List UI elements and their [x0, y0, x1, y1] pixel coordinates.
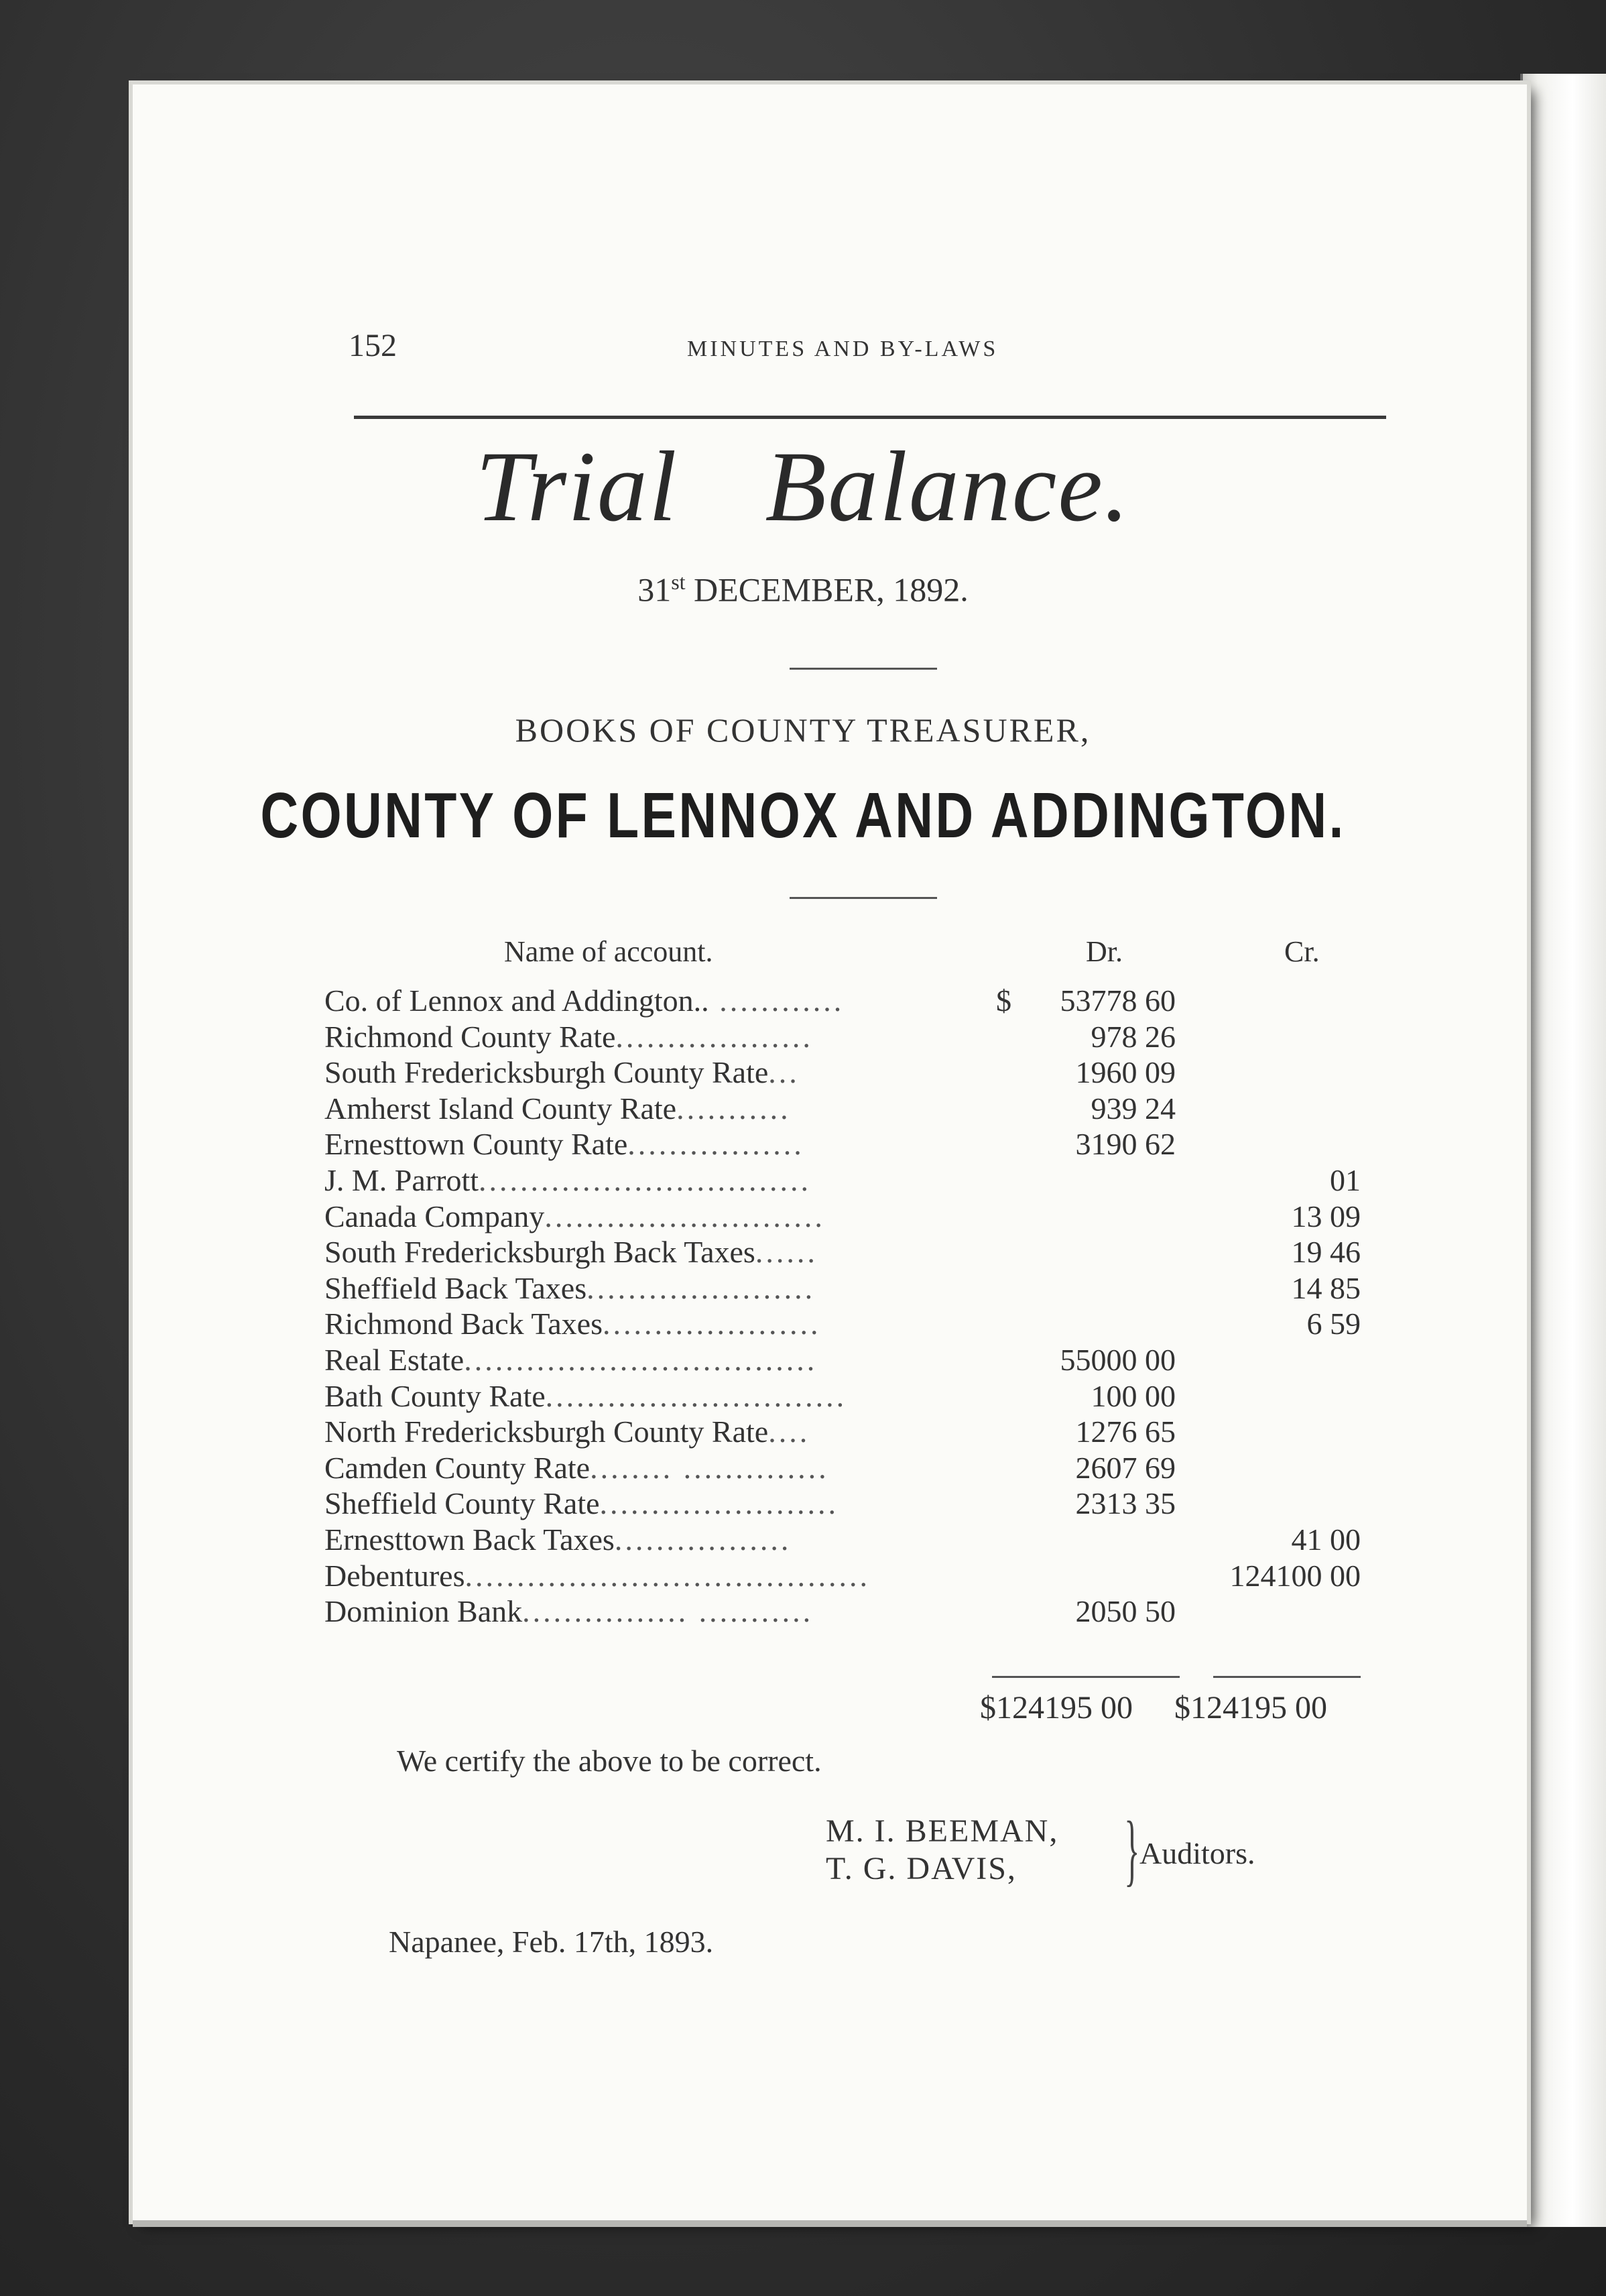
- account-row: [324, 1450, 1383, 1486]
- leader-dots: .............................: [545, 1378, 847, 1413]
- account-row: [324, 1486, 1383, 1522]
- leader-dots: ................................: [479, 1162, 811, 1197]
- account-row: [324, 1558, 1383, 1594]
- account-name-text: Richmond County Rate: [324, 1019, 616, 1054]
- debit-amount: 1960 09: [1075, 1055, 1176, 1090]
- credit-amount: 01: [1330, 1162, 1361, 1197]
- header-rule: [354, 416, 1386, 419]
- brace-glyph: }: [1124, 1805, 1140, 1894]
- account-name-text: Camden County Rate: [324, 1450, 591, 1485]
- running-head: MINUTES AND BY-LAWS: [687, 337, 999, 361]
- total-dr: $124195 00: [980, 1690, 1133, 1726]
- auditor-name-2: T. G. DAVIS,: [826, 1851, 1017, 1886]
- debit-amount: 978 26: [1091, 1019, 1176, 1054]
- leader-dots: ......................: [586, 1270, 816, 1305]
- leader-dots: ..................................: [464, 1342, 818, 1377]
- leader-dots: .....................: [602, 1307, 821, 1341]
- account-name: [324, 1486, 995, 1522]
- account-name: [324, 1558, 995, 1594]
- account-row: [324, 1234, 1383, 1270]
- divider-rule-2: [790, 897, 937, 899]
- account-row: [324, 1019, 1383, 1055]
- debit-amount: 2313 35: [1075, 1486, 1176, 1521]
- account-row: [324, 1522, 1383, 1558]
- account-name: [324, 1270, 995, 1307]
- debit-amount: 53778 60: [1060, 983, 1176, 1018]
- account-name: [324, 1342, 995, 1378]
- accounts-table: [324, 983, 1383, 1630]
- account-name-text: Debentures: [324, 1558, 465, 1593]
- debit-amount: 3190 62: [1075, 1127, 1176, 1162]
- account-name: [324, 1234, 995, 1270]
- credit-amount: 14 85: [1291, 1270, 1361, 1305]
- account-name-text: Amherst Island County Rate: [324, 1091, 677, 1126]
- credit-amount: 6 59: [1306, 1307, 1361, 1341]
- account-name-text: Sheffield Back Taxes: [324, 1270, 587, 1305]
- debit-amount: 1276 65: [1075, 1414, 1176, 1449]
- debit-amount: 2607 69: [1075, 1450, 1176, 1485]
- credit-amount: 13 09: [1291, 1199, 1361, 1233]
- account-name: [324, 1522, 995, 1558]
- account-name-text: Richmond Back Taxes: [324, 1307, 603, 1341]
- total-rule-dr: [992, 1676, 1180, 1678]
- title-word-balance: Balance.: [765, 431, 1131, 542]
- account-row: [324, 1126, 1383, 1162]
- total-cr: $124195 00: [1174, 1690, 1327, 1726]
- books-line: BOOKS OF COUNTY TREASURER,: [515, 711, 1091, 749]
- account-name-text: South Fredericksburgh County Rate: [324, 1055, 769, 1090]
- column-header-name: Name of account.: [504, 935, 713, 968]
- account-name: [324, 1126, 995, 1162]
- account-name-text: South Fredericksburgh Back Taxes: [324, 1235, 755, 1270]
- account-row: [324, 1162, 1383, 1199]
- account-name-text: J. M. Parrott: [324, 1162, 479, 1197]
- place-and-date: Napanee, Feb. 17th, 1893.: [389, 1925, 714, 1959]
- account-name-text: Ernesttown Back Taxes: [324, 1522, 615, 1557]
- account-name: [324, 1593, 995, 1630]
- account-name-text: Sheffield County Rate: [324, 1486, 600, 1521]
- leader-dots: ...........................: [544, 1199, 825, 1233]
- account-row: [324, 1342, 1383, 1378]
- credit-amount: 41 00: [1291, 1522, 1361, 1557]
- account-name-text: Co. of Lennox and Addington..: [324, 983, 709, 1018]
- account-name: [324, 1414, 995, 1450]
- account-row: [324, 1593, 1383, 1630]
- account-row: [324, 1091, 1383, 1127]
- account-row: [324, 1306, 1383, 1342]
- date-rest: DECEMBER, 1892.: [694, 570, 969, 609]
- auditors-label: Auditors.: [1139, 1836, 1255, 1870]
- credit-amount: 124100 00: [1229, 1558, 1361, 1593]
- dollar-sign: $: [996, 983, 1011, 1018]
- leader-dots: .......................: [599, 1486, 839, 1521]
- leader-dots: ......: [755, 1235, 818, 1270]
- account-name-text: Ernesttown County Rate: [324, 1127, 628, 1162]
- account-name-text: North Fredericksburgh County Rate: [324, 1414, 769, 1449]
- account-row: [324, 1054, 1383, 1091]
- date-day: 31: [637, 570, 672, 609]
- leader-dots: ........ ..............: [590, 1450, 829, 1485]
- auditor-name-1: M. I. BEEMAN,: [826, 1813, 1059, 1849]
- leader-dots: ...: [768, 1055, 800, 1090]
- account-name: [324, 1091, 995, 1127]
- certification-text: We certify the above to be correct.: [397, 1744, 822, 1778]
- account-name: [324, 1019, 995, 1055]
- debit-amount: 55000 00: [1060, 1342, 1176, 1377]
- leader-dots: .................: [614, 1522, 792, 1557]
- leader-dots: ................ ...........: [522, 1594, 814, 1629]
- account-name-text: Canada Company: [324, 1199, 545, 1233]
- account-name-text: Real Estate: [324, 1342, 465, 1377]
- account-name: [324, 1306, 995, 1342]
- debit-amount: 100 00: [1091, 1378, 1176, 1413]
- credit-amount: 19 46: [1291, 1235, 1361, 1270]
- account-row: [324, 1378, 1383, 1414]
- leader-dots: .......................................: [465, 1558, 870, 1593]
- account-name-text: Bath County Rate: [324, 1378, 546, 1413]
- leader-dots: ...................: [615, 1019, 813, 1054]
- account-name: [324, 1054, 995, 1091]
- account-row: [324, 983, 1383, 1019]
- page-title: [0, 429, 1606, 544]
- account-name: [324, 1378, 995, 1414]
- debit-amount: 939 24: [1091, 1091, 1176, 1126]
- total-rule-cr: [1213, 1676, 1361, 1678]
- account-row: [324, 1270, 1383, 1307]
- account-name: [324, 1450, 995, 1486]
- account-name: [324, 1199, 995, 1235]
- column-header-dr: Dr.: [1086, 935, 1123, 968]
- leader-dots: .................: [627, 1127, 804, 1162]
- page-header: [349, 327, 1387, 374]
- debit-amount: 2050 50: [1075, 1594, 1176, 1629]
- account-row: [324, 1414, 1383, 1450]
- balance-date: [0, 570, 1606, 609]
- county-heading: COUNTY OF LENNOX AND ADDINGTON.: [260, 780, 1346, 851]
- page-bottom-edge: [133, 2220, 1527, 2227]
- account-name: [324, 983, 995, 1019]
- divider-rule-1: [790, 668, 937, 670]
- account-name: [324, 1162, 995, 1199]
- leader-dots: ...........: [676, 1091, 791, 1126]
- date-suffix: st: [671, 570, 686, 594]
- column-header-cr: Cr.: [1284, 935, 1320, 968]
- leader-dots: ............: [708, 983, 845, 1018]
- leader-dots: ....: [768, 1414, 810, 1449]
- facing-page-edge: [1523, 74, 1606, 2227]
- account-name-text: Dominion Bank: [324, 1594, 523, 1629]
- title-word-trial: Trial: [475, 431, 678, 542]
- account-row: [324, 1199, 1383, 1235]
- page-number: 152: [349, 328, 397, 363]
